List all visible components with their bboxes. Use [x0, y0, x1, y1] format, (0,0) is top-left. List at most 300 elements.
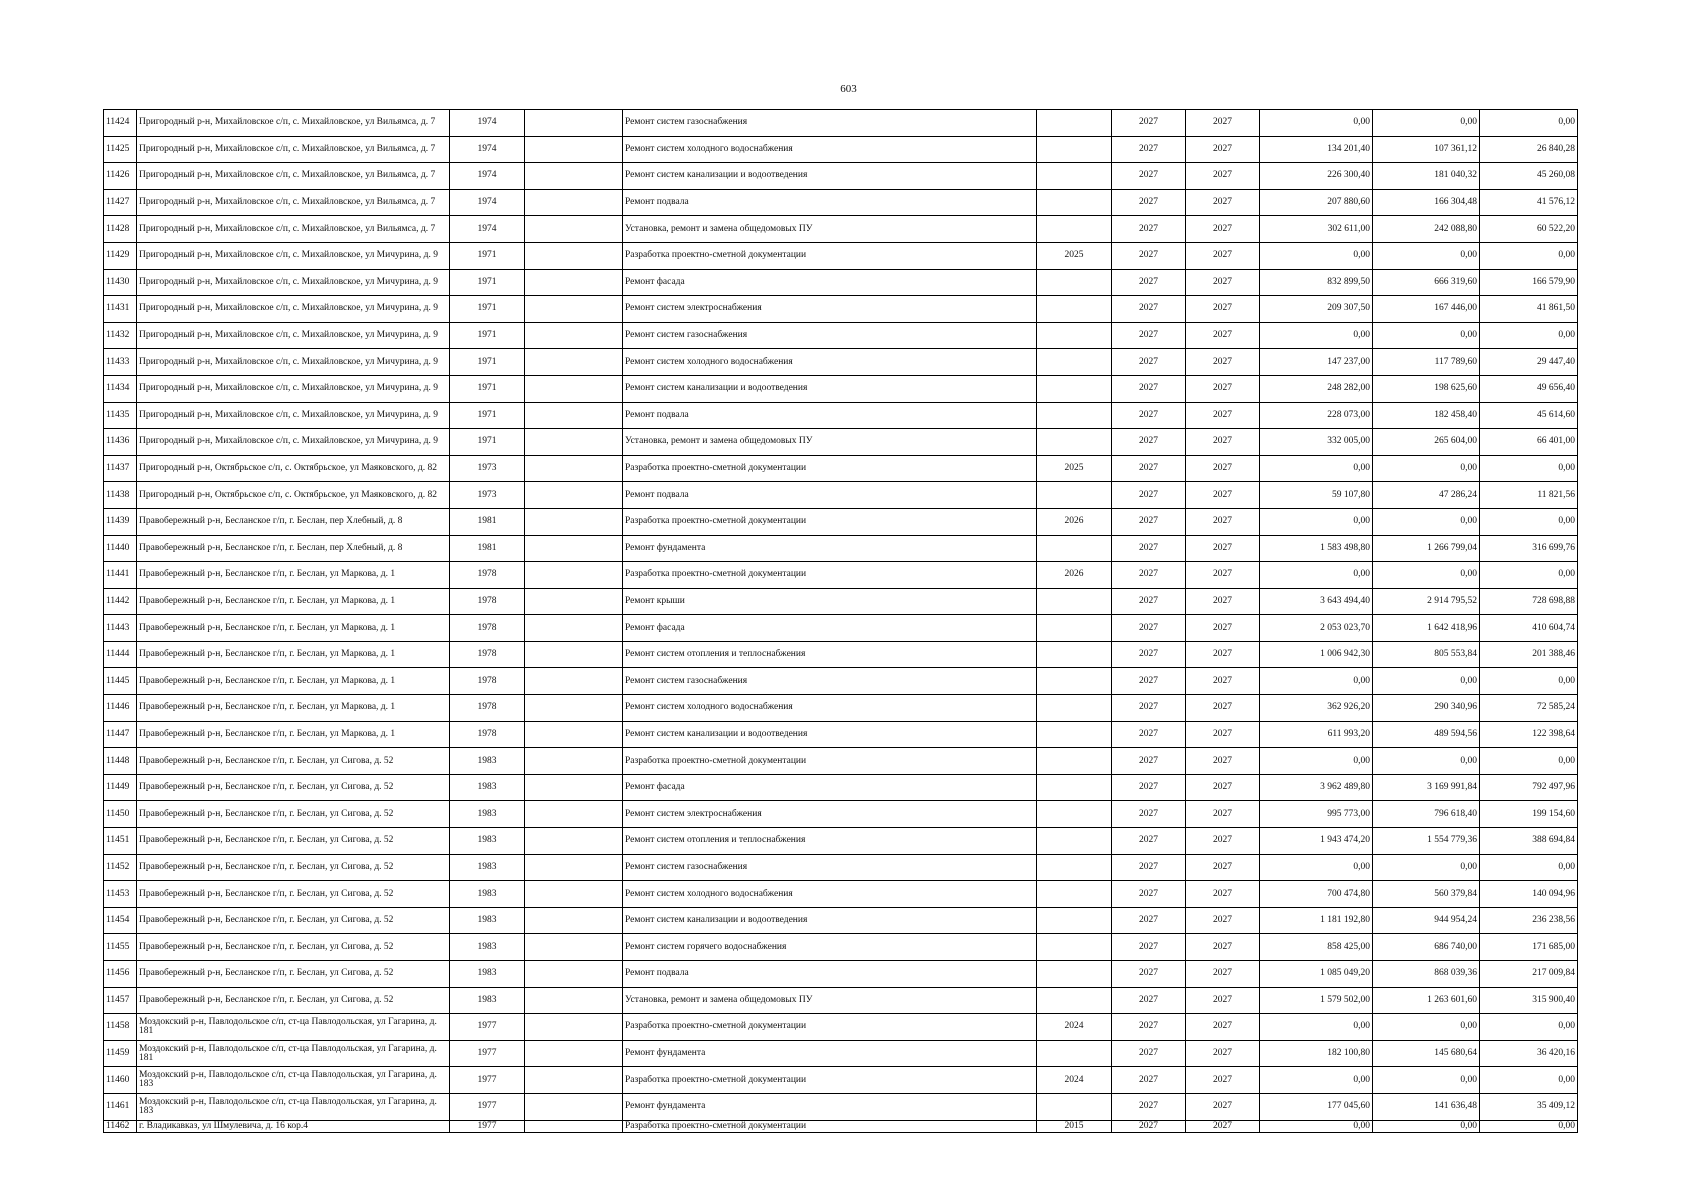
- address-cell: Правобережный р-н, Беcланское г/п, г. Беслан, ул Сигова, д. 52: [137, 881, 450, 908]
- design-year-cell: [1037, 961, 1112, 988]
- total-cost-cell: 134 201,40: [1260, 136, 1373, 163]
- empty-cell: [525, 349, 623, 376]
- empty-cell: [525, 1093, 623, 1120]
- plan-end-cell: 2027: [1186, 455, 1260, 482]
- row-number: 11455: [104, 934, 137, 961]
- plan-end-cell: 2027: [1186, 429, 1260, 456]
- owner-share-cell: 26 840,28: [1480, 136, 1578, 163]
- plan-start-cell: 2027: [1112, 375, 1186, 402]
- row-number: 11454: [104, 907, 137, 934]
- plan-end-cell: 2027: [1186, 1067, 1260, 1094]
- fund-share-cell: 145 680,64: [1373, 1040, 1480, 1067]
- owner-share-cell: 49 656,40: [1480, 375, 1578, 402]
- owner-share-cell: 45 260,08: [1480, 163, 1578, 190]
- row-number: 11456: [104, 961, 137, 988]
- design-year-cell: [1037, 668, 1112, 695]
- plan-start-cell: 2027: [1112, 296, 1186, 323]
- fund-share-cell: 0,00: [1373, 1014, 1480, 1041]
- fund-share-cell: 560 379,84: [1373, 881, 1480, 908]
- table-row: [104, 1120, 1578, 1132]
- owner-share-cell: 728 698,88: [1480, 588, 1578, 615]
- work-type-cell: Ремонт систем электроснабжения: [623, 296, 1037, 323]
- build-year-cell: 1978: [450, 562, 525, 589]
- work-type-cell: Ремонт подвала: [623, 482, 1037, 509]
- address-cell: Правобережный р-н, Беcланское г/п, г. Беслан, ул Сигова, д. 52: [137, 987, 450, 1014]
- empty-cell: [525, 189, 623, 216]
- plan-start-cell: 2027: [1112, 668, 1186, 695]
- plan-start-cell: 2027: [1112, 721, 1186, 748]
- empty-cell: [525, 402, 623, 429]
- plan-end-cell: 2027: [1186, 349, 1260, 376]
- row-number: 11432: [104, 322, 137, 349]
- total-cost-cell: 0,00: [1260, 668, 1373, 695]
- row-number: 11431: [104, 296, 137, 323]
- empty-cell: [525, 668, 623, 695]
- address-cell: Правобережный р-н, Беcланское г/п, г. Беслан, ул Маркова, д. 1: [137, 721, 450, 748]
- total-cost-cell: 182 100,80: [1260, 1040, 1373, 1067]
- row-number: 11427: [104, 189, 137, 216]
- design-year-cell: 2024: [1037, 1067, 1112, 1094]
- plan-start-cell: 2027: [1112, 349, 1186, 376]
- work-type-cell: Ремонт фасада: [623, 615, 1037, 642]
- empty-cell: [525, 1014, 623, 1041]
- total-cost-cell: 226 300,40: [1260, 163, 1373, 190]
- design-year-cell: [1037, 588, 1112, 615]
- build-year-cell: 1983: [450, 907, 525, 934]
- design-year-cell: [1037, 721, 1112, 748]
- row-number: 11437: [104, 455, 137, 482]
- table-row: [104, 695, 1578, 722]
- build-year-cell: 1983: [450, 801, 525, 828]
- table-row: [104, 562, 1578, 589]
- total-cost-cell: 700 474,80: [1260, 881, 1373, 908]
- table-row: [104, 189, 1578, 216]
- build-year-cell: 1974: [450, 216, 525, 243]
- plan-start-cell: 2027: [1112, 562, 1186, 589]
- empty-cell: [525, 216, 623, 243]
- work-type-cell: Ремонт подвала: [623, 189, 1037, 216]
- work-type-cell: Разработка проектно-сметной документации: [623, 1067, 1037, 1094]
- plan-start-cell: 2027: [1112, 322, 1186, 349]
- build-year-cell: 1974: [450, 136, 525, 163]
- build-year-cell: 1971: [450, 296, 525, 323]
- owner-share-cell: 122 398,64: [1480, 721, 1578, 748]
- plan-start-cell: 2027: [1112, 588, 1186, 615]
- design-year-cell: [1037, 322, 1112, 349]
- empty-cell: [525, 269, 623, 296]
- row-number: 11445: [104, 668, 137, 695]
- row-number: 11429: [104, 242, 137, 269]
- work-type-cell: Ремонт систем горячего водоснабжения: [623, 934, 1037, 961]
- empty-cell: [525, 482, 623, 509]
- design-year-cell: 2024: [1037, 1014, 1112, 1041]
- row-number: 11458: [104, 1014, 137, 1041]
- fund-share-cell: 0,00: [1373, 854, 1480, 881]
- fund-share-cell: 0,00: [1373, 242, 1480, 269]
- plan-start-cell: 2027: [1112, 269, 1186, 296]
- plan-start-cell: 2027: [1112, 881, 1186, 908]
- address-cell: Правобережный р-н, Беcланское г/п, г. Беслан, ул Маркова, д. 1: [137, 562, 450, 589]
- work-type-cell: Ремонт систем холодного водоснабжения: [623, 349, 1037, 376]
- build-year-cell: 1971: [450, 322, 525, 349]
- address-cell: Правобережный р-н, Беcланское г/п, г. Беслан, ул Сигова, д. 52: [137, 934, 450, 961]
- fund-share-cell: 796 618,40: [1373, 801, 1480, 828]
- owner-share-cell: 0,00: [1480, 110, 1578, 137]
- fund-share-cell: 290 340,96: [1373, 695, 1480, 722]
- build-year-cell: 1978: [450, 641, 525, 668]
- design-year-cell: [1037, 296, 1112, 323]
- table-row: [104, 535, 1578, 562]
- empty-cell: [525, 1120, 623, 1132]
- fund-share-cell: 2 914 795,52: [1373, 588, 1480, 615]
- owner-share-cell: 316 699,76: [1480, 535, 1578, 562]
- table-row: [104, 801, 1578, 828]
- empty-cell: [525, 828, 623, 855]
- total-cost-cell: 3 643 494,40: [1260, 588, 1373, 615]
- design-year-cell: [1037, 748, 1112, 775]
- work-type-cell: Ремонт подвала: [623, 402, 1037, 429]
- build-year-cell: 1981: [450, 535, 525, 562]
- build-year-cell: 1977: [450, 1093, 525, 1120]
- empty-cell: [525, 296, 623, 323]
- fund-share-cell: 666 319,60: [1373, 269, 1480, 296]
- plan-end-cell: 2027: [1186, 668, 1260, 695]
- build-year-cell: 1971: [450, 375, 525, 402]
- owner-share-cell: 217 009,84: [1480, 961, 1578, 988]
- row-number: 11435: [104, 402, 137, 429]
- total-cost-cell: 995 773,00: [1260, 801, 1373, 828]
- fund-share-cell: 265 604,00: [1373, 429, 1480, 456]
- empty-cell: [525, 774, 623, 801]
- owner-share-cell: 0,00: [1480, 242, 1578, 269]
- owner-share-cell: 0,00: [1480, 562, 1578, 589]
- table-row: [104, 455, 1578, 482]
- plan-start-cell: 2027: [1112, 934, 1186, 961]
- plan-end-cell: 2027: [1186, 535, 1260, 562]
- address-cell: Пригородный р-н, Михайловское с/п, с. Михайловское, ул Мичурина, д. 9: [137, 402, 450, 429]
- row-number: 11452: [104, 854, 137, 881]
- empty-cell: [525, 429, 623, 456]
- fund-share-cell: 0,00: [1373, 668, 1480, 695]
- design-year-cell: [1037, 269, 1112, 296]
- row-number: 11460: [104, 1067, 137, 1094]
- address-cell: Моздокский р-н, Павлодольское с/п, ст-ца Павлодольская, ул Гагарина, д. 181: [137, 1014, 450, 1041]
- plan-end-cell: 2027: [1186, 588, 1260, 615]
- design-year-cell: [1037, 641, 1112, 668]
- design-year-cell: 2015: [1037, 1120, 1112, 1132]
- plan-end-cell: 2027: [1186, 242, 1260, 269]
- plan-end-cell: 2027: [1186, 774, 1260, 801]
- total-cost-cell: 147 237,00: [1260, 349, 1373, 376]
- design-year-cell: [1037, 163, 1112, 190]
- fund-share-cell: 166 304,48: [1373, 189, 1480, 216]
- fund-share-cell: 1 266 799,04: [1373, 535, 1480, 562]
- empty-cell: [525, 854, 623, 881]
- owner-share-cell: 0,00: [1480, 748, 1578, 775]
- fund-share-cell: 489 594,56: [1373, 721, 1480, 748]
- row-number: 11428: [104, 216, 137, 243]
- fund-share-cell: 805 553,84: [1373, 641, 1480, 668]
- fund-share-cell: 181 040,32: [1373, 163, 1480, 190]
- plan-end-cell: 2027: [1186, 987, 1260, 1014]
- owner-share-cell: 0,00: [1480, 668, 1578, 695]
- empty-cell: [525, 588, 623, 615]
- work-type-cell: Установка, ремонт и замена общедомовых ПУ: [623, 216, 1037, 243]
- owner-share-cell: 0,00: [1480, 455, 1578, 482]
- empty-cell: [525, 322, 623, 349]
- work-type-cell: Ремонт систем холодного водоснабжения: [623, 136, 1037, 163]
- build-year-cell: 1983: [450, 934, 525, 961]
- owner-share-cell: 199 154,60: [1480, 801, 1578, 828]
- total-cost-cell: 611 993,20: [1260, 721, 1373, 748]
- plan-start-cell: 2027: [1112, 907, 1186, 934]
- address-cell: Пригородный р-н, Михайловское с/п, с. Михайловское, ул Вильямса, д. 7: [137, 216, 450, 243]
- build-year-cell: 1977: [450, 1120, 525, 1132]
- design-year-cell: [1037, 482, 1112, 509]
- row-number: 11438: [104, 482, 137, 509]
- plan-start-cell: 2027: [1112, 854, 1186, 881]
- owner-share-cell: 29 447,40: [1480, 349, 1578, 376]
- plan-end-cell: 2027: [1186, 854, 1260, 881]
- total-cost-cell: 1 181 192,80: [1260, 907, 1373, 934]
- work-type-cell: Разработка проектно-сметной документации: [623, 1120, 1037, 1132]
- total-cost-cell: 1 943 474,20: [1260, 828, 1373, 855]
- owner-share-cell: 60 522,20: [1480, 216, 1578, 243]
- plan-start-cell: 2027: [1112, 508, 1186, 535]
- owner-share-cell: 41 861,50: [1480, 296, 1578, 323]
- address-cell: Правобережный р-н, Беcланское г/п, г. Беслан, ул Маркова, д. 1: [137, 668, 450, 695]
- total-cost-cell: 0,00: [1260, 562, 1373, 589]
- total-cost-cell: 0,00: [1260, 508, 1373, 535]
- design-year-cell: 2026: [1037, 562, 1112, 589]
- total-cost-cell: 0,00: [1260, 242, 1373, 269]
- plan-start-cell: 2027: [1112, 695, 1186, 722]
- build-year-cell: 1978: [450, 721, 525, 748]
- design-year-cell: [1037, 828, 1112, 855]
- table-row: [104, 748, 1578, 775]
- table-row: [104, 907, 1578, 934]
- owner-share-cell: 171 685,00: [1480, 934, 1578, 961]
- build-year-cell: 1983: [450, 881, 525, 908]
- build-year-cell: 1974: [450, 189, 525, 216]
- table-row: [104, 961, 1578, 988]
- plan-start-cell: 2027: [1112, 1040, 1186, 1067]
- table-row: [104, 242, 1578, 269]
- fund-share-cell: 0,00: [1373, 562, 1480, 589]
- work-type-cell: Ремонт систем отопления и теплоснабжения: [623, 641, 1037, 668]
- total-cost-cell: 362 926,20: [1260, 695, 1373, 722]
- build-year-cell: 1971: [450, 402, 525, 429]
- total-cost-cell: 228 073,00: [1260, 402, 1373, 429]
- empty-cell: [525, 721, 623, 748]
- fund-share-cell: 868 039,36: [1373, 961, 1480, 988]
- build-year-cell: 1981: [450, 508, 525, 535]
- empty-cell: [525, 1040, 623, 1067]
- plan-start-cell: 2027: [1112, 163, 1186, 190]
- address-cell: Правобережный р-н, Беcланское г/п, г. Беслан, ул Сигова, д. 52: [137, 801, 450, 828]
- fund-share-cell: 944 954,24: [1373, 907, 1480, 934]
- total-cost-cell: 1 583 498,80: [1260, 535, 1373, 562]
- plan-end-cell: 2027: [1186, 695, 1260, 722]
- plan-end-cell: 2027: [1186, 1120, 1260, 1132]
- plan-start-cell: 2027: [1112, 748, 1186, 775]
- work-type-cell: Ремонт систем газоснабжения: [623, 668, 1037, 695]
- plan-start-cell: 2027: [1112, 455, 1186, 482]
- address-cell: Правобережный р-н, Беcланское г/п, г. Беслан, ул Маркова, д. 1: [137, 695, 450, 722]
- plan-end-cell: 2027: [1186, 189, 1260, 216]
- build-year-cell: 1983: [450, 828, 525, 855]
- owner-share-cell: 0,00: [1480, 508, 1578, 535]
- build-year-cell: 1971: [450, 242, 525, 269]
- row-number: 11451: [104, 828, 137, 855]
- total-cost-cell: 0,00: [1260, 1120, 1373, 1132]
- fund-share-cell: 198 625,60: [1373, 375, 1480, 402]
- plan-end-cell: 2027: [1186, 562, 1260, 589]
- table-row: [104, 828, 1578, 855]
- row-number: 11449: [104, 774, 137, 801]
- owner-share-cell: 36 420,16: [1480, 1040, 1578, 1067]
- design-year-cell: [1037, 854, 1112, 881]
- row-number: 11448: [104, 748, 137, 775]
- plan-end-cell: 2027: [1186, 828, 1260, 855]
- address-cell: Пригородный р-н, Михайловское с/п, с. Михайловское, ул Мичурина, д. 9: [137, 269, 450, 296]
- empty-cell: [525, 615, 623, 642]
- address-cell: Пригородный р-н, Михайловское с/п, с. Михайловское, ул Мичурина, д. 9: [137, 242, 450, 269]
- address-cell: Правобережный р-н, Беcланское г/п, г. Беслан, ул Сигова, д. 52: [137, 907, 450, 934]
- plan-start-cell: 2027: [1112, 1120, 1186, 1132]
- table-row: [104, 1014, 1578, 1041]
- table-row: [104, 854, 1578, 881]
- table-row: [104, 296, 1578, 323]
- plan-start-cell: 2027: [1112, 402, 1186, 429]
- owner-share-cell: 0,00: [1480, 854, 1578, 881]
- design-year-cell: [1037, 349, 1112, 376]
- table-row: [104, 721, 1578, 748]
- address-cell: Пригородный р-н, Михайловское с/п, с. Михайловское, ул Вильямса, д. 7: [137, 136, 450, 163]
- address-cell: Пригородный р-н, Михайловское с/п, с. Михайловское, ул Вильямса, д. 7: [137, 189, 450, 216]
- empty-cell: [525, 695, 623, 722]
- total-cost-cell: 302 611,00: [1260, 216, 1373, 243]
- row-number: 11462: [104, 1120, 137, 1132]
- total-cost-cell: 3 962 489,80: [1260, 774, 1373, 801]
- design-year-cell: [1037, 535, 1112, 562]
- fund-share-cell: 0,00: [1373, 455, 1480, 482]
- build-year-cell: 1971: [450, 429, 525, 456]
- address-cell: Пригородный р-н, Октябрьское с/п, с. Октябрьское, ул Маяковского, д. 82: [137, 482, 450, 509]
- work-type-cell: Разработка проектно-сметной документации: [623, 748, 1037, 775]
- design-year-cell: [1037, 881, 1112, 908]
- work-type-cell: Разработка проектно-сметной документации: [623, 562, 1037, 589]
- total-cost-cell: 832 899,50: [1260, 269, 1373, 296]
- build-year-cell: 1974: [450, 163, 525, 190]
- fund-share-cell: 117 789,60: [1373, 349, 1480, 376]
- design-year-cell: [1037, 934, 1112, 961]
- build-year-cell: 1983: [450, 774, 525, 801]
- row-number: 11430: [104, 269, 137, 296]
- total-cost-cell: 0,00: [1260, 455, 1373, 482]
- row-number: 11443: [104, 615, 137, 642]
- owner-share-cell: 11 821,56: [1480, 482, 1578, 509]
- empty-cell: [525, 163, 623, 190]
- design-year-cell: [1037, 136, 1112, 163]
- row-number: 11434: [104, 375, 137, 402]
- owner-share-cell: 201 388,46: [1480, 641, 1578, 668]
- row-number: 11426: [104, 163, 137, 190]
- total-cost-cell: 1 579 502,00: [1260, 987, 1373, 1014]
- fund-share-cell: 1 554 779,36: [1373, 828, 1480, 855]
- design-year-cell: [1037, 375, 1112, 402]
- address-cell: Пригородный р-н, Михайловское с/п, с. Михайловское, ул Вильямса, д. 7: [137, 110, 450, 137]
- build-year-cell: 1977: [450, 1014, 525, 1041]
- owner-share-cell: 45 614,60: [1480, 402, 1578, 429]
- address-cell: Правобережный р-н, Беcланское г/п, г. Беслан, ул Маркова, д. 1: [137, 615, 450, 642]
- empty-cell: [525, 907, 623, 934]
- plan-end-cell: 2027: [1186, 216, 1260, 243]
- fund-share-cell: 0,00: [1373, 1120, 1480, 1132]
- fund-share-cell: 107 361,12: [1373, 136, 1480, 163]
- table-row: [104, 216, 1578, 243]
- total-cost-cell: 0,00: [1260, 322, 1373, 349]
- plan-end-cell: 2027: [1186, 961, 1260, 988]
- table-row: [104, 668, 1578, 695]
- table-row: [104, 402, 1578, 429]
- work-type-cell: Ремонт фундамента: [623, 1093, 1037, 1120]
- owner-share-cell: 315 900,40: [1480, 987, 1578, 1014]
- work-type-cell: Разработка проектно-сметной документации: [623, 455, 1037, 482]
- work-type-cell: Ремонт фундамента: [623, 535, 1037, 562]
- empty-cell: [525, 1067, 623, 1094]
- row-number: 11442: [104, 588, 137, 615]
- total-cost-cell: 332 005,00: [1260, 429, 1373, 456]
- empty-cell: [525, 934, 623, 961]
- row-number: 11444: [104, 641, 137, 668]
- address-cell: Пригородный р-н, Михайловское с/п, с. Михайловское, ул Вильямса, д. 7: [137, 163, 450, 190]
- empty-cell: [525, 987, 623, 1014]
- address-cell: Моздокский р-н, Павлодольское с/п, ст-ца Павлодольская, ул Гагарина, д. 183: [137, 1093, 450, 1120]
- address-cell: Правобережный р-н, Беcланское г/п, г. Беслан, пер Хлебный, д. 8: [137, 535, 450, 562]
- plan-start-cell: 2027: [1112, 801, 1186, 828]
- total-cost-cell: 209 307,50: [1260, 296, 1373, 323]
- work-type-cell: Ремонт фасада: [623, 269, 1037, 296]
- table-row: [104, 375, 1578, 402]
- plan-end-cell: 2027: [1186, 881, 1260, 908]
- build-year-cell: 1977: [450, 1067, 525, 1094]
- plan-end-cell: 2027: [1186, 1093, 1260, 1120]
- design-year-cell: [1037, 402, 1112, 429]
- work-type-cell: Ремонт систем электроснабжения: [623, 801, 1037, 828]
- design-year-cell: 2026: [1037, 508, 1112, 535]
- plan-end-cell: 2027: [1186, 934, 1260, 961]
- empty-cell: [525, 562, 623, 589]
- row-number: 11441: [104, 562, 137, 589]
- design-year-cell: [1037, 615, 1112, 642]
- owner-share-cell: 41 576,12: [1480, 189, 1578, 216]
- address-cell: г. Владикавказ, ул Шмулевича, д. 16 кор.4: [137, 1120, 450, 1132]
- total-cost-cell: 0,00: [1260, 1014, 1373, 1041]
- empty-cell: [525, 881, 623, 908]
- build-year-cell: 1983: [450, 854, 525, 881]
- owner-share-cell: 0,00: [1480, 1014, 1578, 1041]
- plan-start-cell: 2027: [1112, 482, 1186, 509]
- work-type-cell: Разработка проектно-сметной документации: [623, 1014, 1037, 1041]
- build-year-cell: 1973: [450, 482, 525, 509]
- address-cell: Правобережный р-н, Беcланское г/п, г. Беслан, ул Маркова, д. 1: [137, 641, 450, 668]
- owner-share-cell: 0,00: [1480, 1067, 1578, 1094]
- row-number: 11457: [104, 987, 137, 1014]
- work-type-cell: Ремонт систем газоснабжения: [623, 322, 1037, 349]
- empty-cell: [525, 136, 623, 163]
- table-row: [104, 349, 1578, 376]
